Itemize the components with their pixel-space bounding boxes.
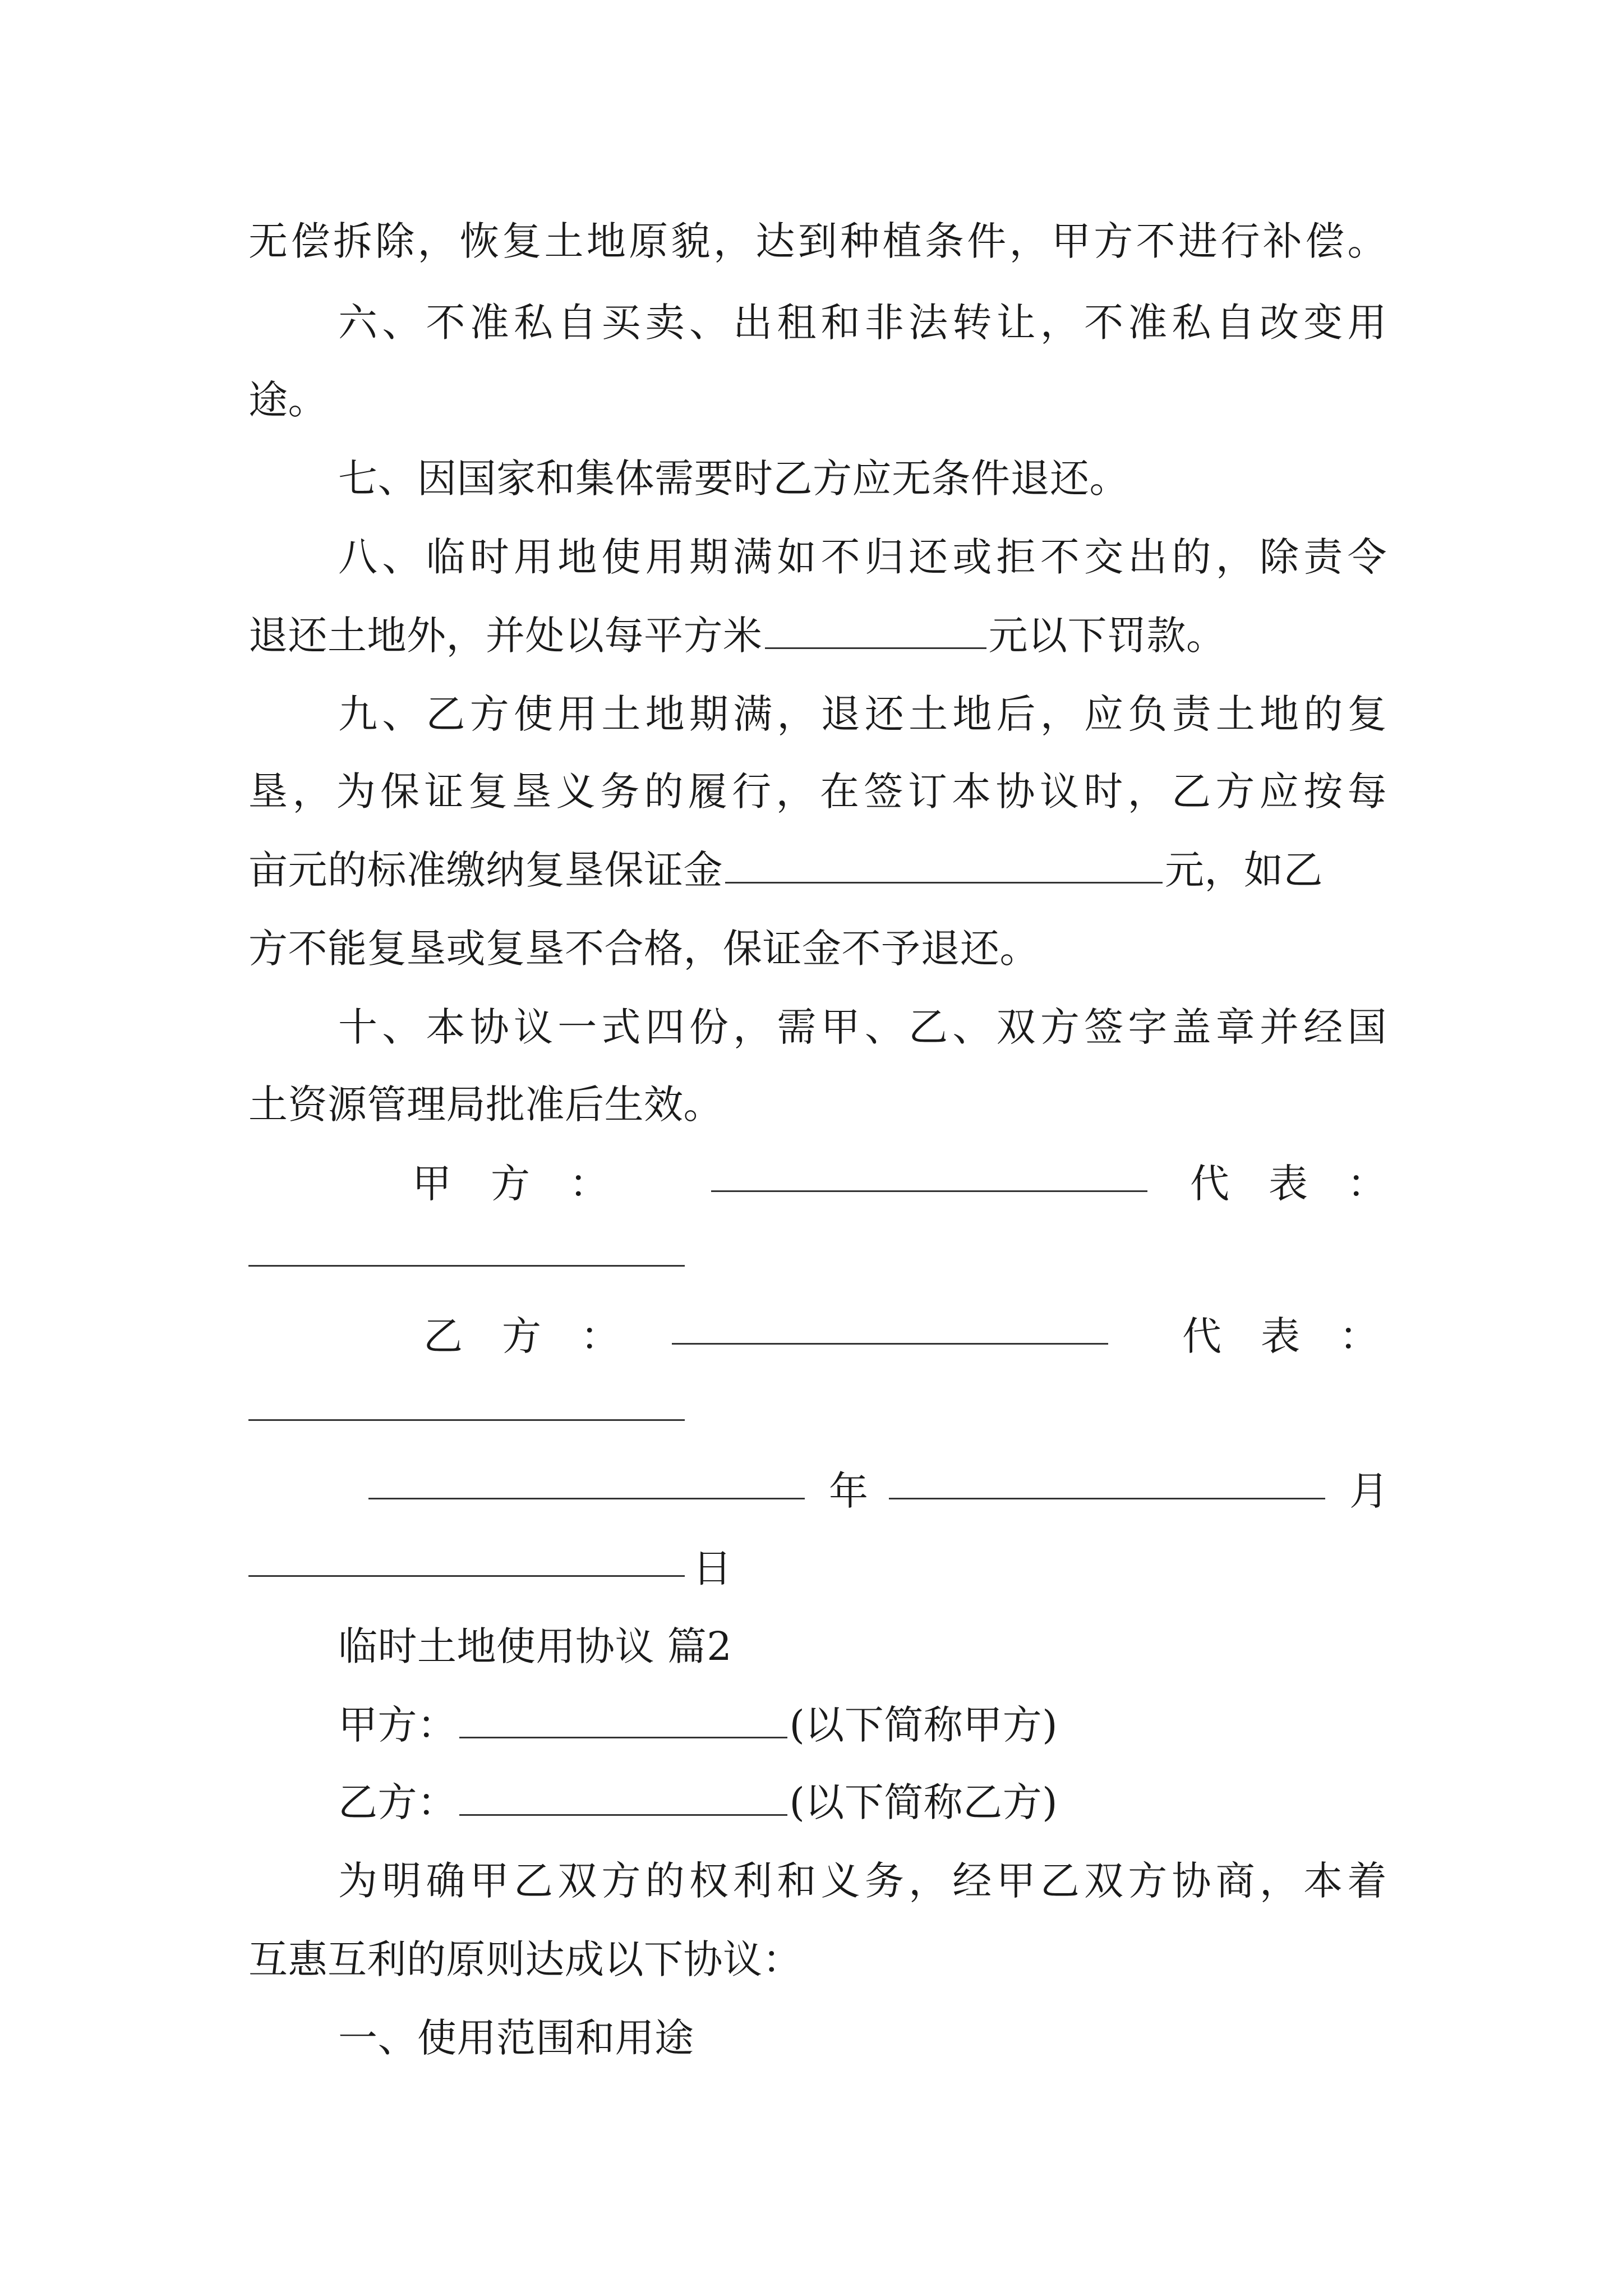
- section-2-intro-line-2: 互惠互利的原则达成以下协议：: [248, 1936, 802, 1982]
- party-a-label-2: 甲方：: [338, 1702, 457, 1748]
- paragraph-8-text-a: 退还土地外，并处以每平方米: [248, 613, 763, 659]
- paragraph-10-line-2: 土资源管理局批准后生效。: [248, 1082, 723, 1128]
- section-2-party-b: [248, 1772, 1387, 1833]
- paragraph-9-line-4: 方不能复垦或复垦不合格，保证金不予退还。: [248, 926, 1039, 972]
- party-a-name-blank[interactable]: [459, 1697, 787, 1738]
- paragraph-8-line-2: [248, 605, 1387, 666]
- paragraph-9-text-a: 亩元的标准缴纳复垦保证金: [248, 847, 723, 893]
- party-a-representative-blank[interactable]: [248, 1265, 685, 1267]
- deposit-amount-blank[interactable]: [725, 843, 1163, 884]
- party-b-label: 乙 方 ：: [423, 1313, 620, 1359]
- date-month-blank[interactable]: [889, 1498, 1325, 1499]
- paragraph-7: 七、因国家和集体需要时乙方应无条件退还。: [338, 455, 1129, 501]
- paragraph-8-text-b: 元以下罚款。: [988, 613, 1226, 659]
- section-2-title: 临时土地使用协议 篇2: [338, 1623, 732, 1669]
- party-a-signature-blank[interactable]: [711, 1190, 1147, 1192]
- section-2-item-1: 一、使用范围和用途: [338, 2015, 694, 2061]
- paragraph-9-line-3: [248, 839, 1387, 901]
- party-b-signature-blank[interactable]: [672, 1343, 1108, 1345]
- party-b-representative-blank[interactable]: [248, 1419, 685, 1421]
- section-2-party-a: [248, 1694, 1387, 1756]
- party-a-representative-label: 代 表 ：: [1190, 1161, 1386, 1207]
- date-day-blank[interactable]: [248, 1575, 685, 1577]
- paragraph-8-line-1: 八、临时用地使用期满如不归还或拒不交出的，除责令: [338, 534, 1387, 580]
- paragraph-5-tail: 无偿拆除，恢复土地原貌，达到种植条件，甲方不进行补偿。: [248, 218, 1387, 264]
- date-year-blank[interactable]: [368, 1498, 805, 1499]
- paragraph-6-line-2: 途。: [248, 377, 328, 423]
- fine-amount-blank[interactable]: [765, 608, 986, 649]
- party-b-label-2: 乙方：: [338, 1779, 457, 1825]
- paragraph-9-text-b: 元，如乙: [1165, 847, 1323, 893]
- paragraph-9-line-1: 九、乙方使用土地期满，退还土地后，应负责土地的复: [338, 691, 1387, 737]
- party-b-name-blank[interactable]: [459, 1775, 787, 1816]
- date-month-label: 月: [1349, 1468, 1389, 1514]
- party-b-representative-label: 代 表 ：: [1182, 1313, 1378, 1359]
- section-2-intro-line-1: 为明确甲乙双方的权利和义务，经甲乙双方协商，本着: [338, 1858, 1387, 1904]
- party-b-note: (以下简称乙方): [789, 1779, 1058, 1825]
- date-day-label: 日: [693, 1545, 732, 1591]
- paragraph-9-line-2: 垦，为保证复垦义务的履行，在签订本协议时，乙方应按每: [248, 769, 1387, 815]
- party-a-note: (以下简称甲方): [789, 1702, 1058, 1748]
- date-year-label: 年: [829, 1468, 868, 1514]
- party-a-label: 甲 方 ：: [412, 1161, 608, 1207]
- paragraph-6-line-1: 六、不准私自买卖、出租和非法转让，不准私自改变用: [338, 300, 1387, 346]
- paragraph-10-line-1: 十、本协议一式四份，需甲、乙、双方签字盖章并经国: [338, 1004, 1387, 1050]
